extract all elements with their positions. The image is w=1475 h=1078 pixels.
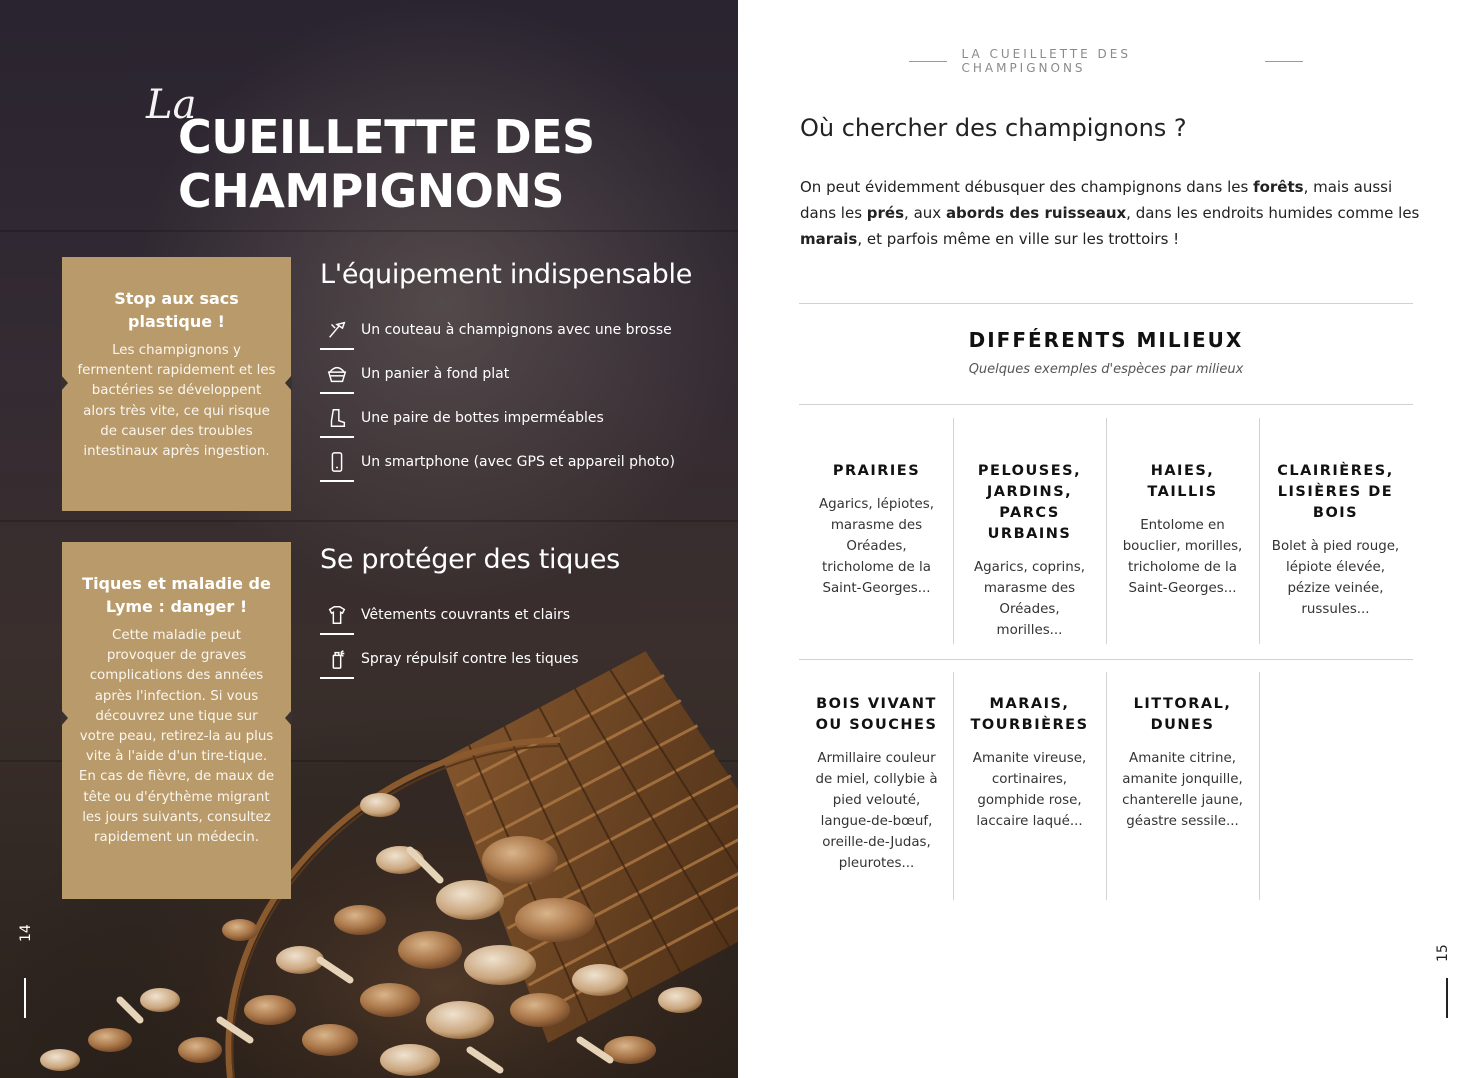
intro-text: On peut évidemment débusquer des champignons dans les <box>800 178 1254 196</box>
tick-protection-label: Vêtements couvrants et clairs <box>361 607 571 623</box>
habitat-cell <box>800 694 953 874</box>
divider <box>799 303 1413 304</box>
habitat-cell <box>1106 461 1259 599</box>
equipment-item <box>320 310 672 350</box>
habitat-name: LITTORAL, DUNES <box>1133 696 1232 733</box>
intro-emphasis: abords des ruisseaux <box>945 204 1127 222</box>
habitat-cell <box>1259 461 1412 620</box>
page-number: 15 <box>1435 944 1451 962</box>
equipment-label: Un panier à fond plat <box>361 366 510 382</box>
equipment-heading: L'équipement indispensable <box>320 259 693 290</box>
right-page <box>738 0 1475 1078</box>
habitat-name: PRAIRIES <box>832 463 921 479</box>
equipment-item <box>320 398 604 438</box>
table-subtitle: Quelques exemples d'espèces par milieux <box>968 362 1244 377</box>
equipment-item <box>320 354 509 394</box>
title-prefix: La <box>146 82 197 128</box>
intro-text: , dans les endroits humides comme les <box>1126 204 1420 222</box>
table-title: DIFFÉRENTS MILIEUX <box>968 328 1244 352</box>
box-notch <box>61 710 68 726</box>
box-title: Tiques et maladie de Lyme : danger ! <box>82 574 271 616</box>
title-line-1: CUEILLETTE DES <box>178 110 595 164</box>
habitat-species: Amanite citrine, amanite jonquille, chanterelle jaune, géastre sessile... <box>1122 751 1243 829</box>
box-title: Stop aux sacs plastique ! <box>114 289 239 331</box>
intro-emphasis: marais <box>800 230 858 248</box>
habitat-name: CLAIRIÈRES, LISIÈRES DE BOIS <box>1277 463 1394 521</box>
habitat-species: Agarics, lépiotes, marasme des Oréades, tricholome de la Saint-Georges... <box>818 497 935 596</box>
running-header <box>895 47 1317 75</box>
habitat-cell <box>953 694 1106 832</box>
habitat-name: MARAIS, TOURBIÈRES <box>970 696 1089 733</box>
tick-protection-item <box>320 639 579 679</box>
running-header-text: LA CUEILLETTE DES CHAMPIGNONS <box>961 47 1131 75</box>
habitat-species: Agarics, coprins, marasme des Oréades, morilles... <box>974 560 1085 638</box>
habitat-cell <box>1106 694 1259 832</box>
intro-paragraph <box>800 174 1420 252</box>
knife-brush-icon <box>320 310 354 350</box>
header-rule <box>1265 61 1303 62</box>
tick-warning-box <box>62 542 291 899</box>
divider <box>799 404 1413 405</box>
intro-emphasis: prés <box>866 204 905 222</box>
intro-text: , et parfois même en ville sur les trottoirs ! <box>857 230 1180 248</box>
habitat-name: HAIES, TAILLIS <box>1147 463 1218 500</box>
spray-icon <box>320 639 354 679</box>
box-notch <box>285 375 292 391</box>
title-line-2: CHAMPIGNONS <box>178 164 564 218</box>
page-number: 14 <box>18 924 34 942</box>
intro-text: , mais aussi dans les <box>800 178 1393 222</box>
basket-icon <box>320 354 354 394</box>
equipment-item <box>320 442 675 482</box>
section-title: Où chercher des champignons ? <box>800 114 1187 142</box>
tick-protection-item <box>320 595 570 635</box>
header-rule <box>909 61 947 62</box>
smartphone-icon <box>320 442 354 482</box>
box-notch <box>285 710 292 726</box>
boot-icon <box>320 398 354 438</box>
page-title <box>178 110 595 218</box>
column-divider <box>1259 672 1260 900</box>
equipment-label: Un couteau à champignons avec une brosse <box>361 322 672 338</box>
habitat-name: BOIS VIVANT OU SOUCHES <box>815 696 938 733</box>
clothing-icon <box>320 595 354 635</box>
habitat-species: Amanite vireuse, cortinaires, gomphide rose, laccaire laqué... <box>972 751 1087 829</box>
equipment-label: Un smartphone (avec GPS et appareil photo) <box>361 454 675 470</box>
habitat-cell <box>800 461 953 599</box>
box-text: Les champignons y fermentent rapidement et les bactéries se développent alors très vite, ce qui risque de causer des troubles intestinaux après ingestion. <box>77 343 276 460</box>
intro-text: , aux <box>904 204 946 222</box>
ticks-heading: Se protéger des tiques <box>320 544 620 575</box>
page-number-rule <box>1446 978 1448 1018</box>
habitat-species: Bolet à pied rouge, lépiote élevée, pézize veinée, russules... <box>1271 539 1400 617</box>
box-notch <box>61 375 68 391</box>
habitat-name: PELOUSES, JARDINS, PARCS URBAINS <box>977 463 1082 542</box>
divider <box>799 659 1413 660</box>
page-number-rule <box>24 978 26 1018</box>
habitat-species: Entolome en bouclier, morilles, tricholome de la Saint-Georges... <box>1122 518 1243 596</box>
box-text: Cette maladie peut provoquer de graves complications des années après l'infection. Si vous découvrez une tique sur votre peau, retirez-la au plus vite à l'aide d'un tire-tique. En cas de fièvre, de maux de tête ou d'érythème migrant les jours suivants, consultez rapidement un médecin. <box>78 628 275 846</box>
intro-emphasis: forêts <box>1253 178 1304 196</box>
equipment-label: Une paire de bottes imperméables <box>361 410 604 426</box>
plastic-bag-warning-box <box>62 257 291 511</box>
tick-protection-label: Spray répulsif contre les tiques <box>361 651 579 667</box>
habitat-cell <box>953 461 1106 641</box>
habitat-species: Armillaire couleur de miel, collybie à pied velouté, langue-de-bœuf, oreille-de-Judas, pleurotes... <box>815 751 938 871</box>
